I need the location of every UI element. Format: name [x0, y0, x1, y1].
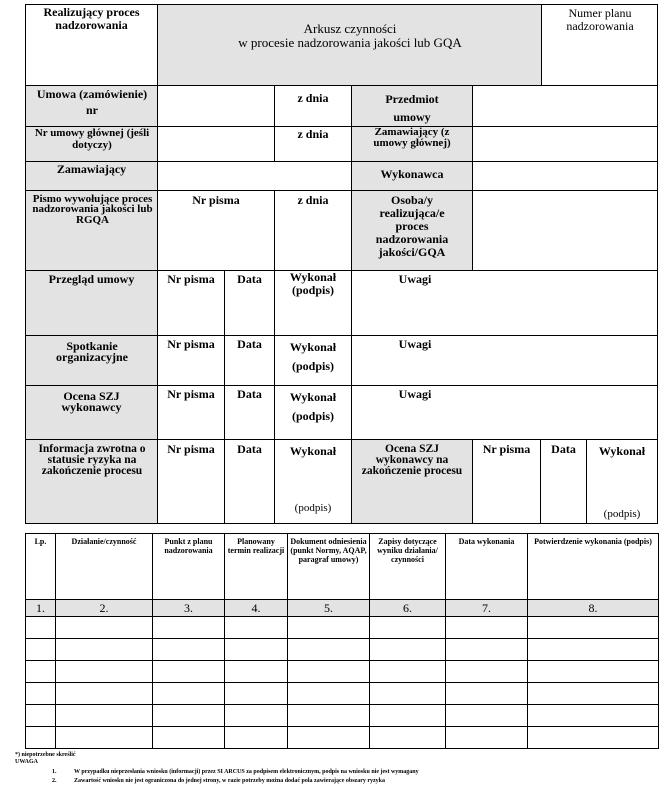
- table-cell[interactable]: [528, 617, 659, 639]
- umowa-label: Umowa (zamówienie) nr: [36, 87, 148, 117]
- col-header-lp: Lp.: [26, 534, 56, 600]
- ocena-uwagi-label: Uwagi: [398, 387, 432, 401]
- nr-umowy-glownej-field[interactable]: [157, 126, 275, 162]
- pismo-nr-label: Nr pisma: [192, 193, 240, 207]
- table-cell[interactable]: [153, 727, 225, 749]
- table-cell[interactable]: [56, 727, 153, 749]
- table-cell[interactable]: [153, 661, 225, 683]
- zamawiajacy-field[interactable]: [157, 161, 352, 191]
- col-header-punkt: Punkt z planu nadzorowania: [153, 534, 225, 600]
- table-row[interactable]: [26, 705, 659, 727]
- table-cell[interactable]: [225, 639, 288, 661]
- table-row[interactable]: [26, 683, 659, 705]
- zamawiajacy-label: Zamawiający: [56, 162, 127, 176]
- spotkanie-nr-label: Nr pisma: [167, 337, 215, 351]
- realizujacy-label: Realizujący proces nadzorowania: [43, 5, 140, 32]
- table-cell[interactable]: [225, 727, 288, 749]
- table-cell[interactable]: [528, 683, 659, 705]
- przeglad-nr-label: Nr pisma: [167, 272, 215, 286]
- ocena-zak-wykonal-label: Wykonał: [598, 444, 646, 458]
- table-cell[interactable]: [153, 705, 225, 727]
- note-text: Zawartość wniosku nie jest ograniczona do jednej strony, w razie potrzeby można dodać pola zawierające obszary ryzyka: [74, 778, 386, 784]
- table-cell[interactable]: [225, 683, 288, 705]
- table-cell[interactable]: [446, 683, 528, 705]
- ocena-zak-podpis-label: (podpis): [603, 508, 641, 520]
- table-cell[interactable]: [225, 705, 288, 727]
- form-title-line1: Arkusz czynności: [303, 21, 397, 36]
- informacja-nr-label: Nr pisma: [167, 442, 215, 456]
- note-number: 1.: [52, 769, 57, 775]
- wykonawca-field[interactable]: [472, 161, 658, 191]
- przeglad-uwagi-label: Uwagi: [398, 272, 432, 286]
- table-cell[interactable]: [528, 705, 659, 727]
- przeglad-data-label: Data: [237, 272, 262, 286]
- wykonawca-label: Wykonawca: [380, 167, 444, 181]
- table-cell[interactable]: [225, 617, 288, 639]
- col-header-dokument: Dokument odniesienia (punkt Normy, AQAP, paragraf umowy): [288, 534, 370, 600]
- table-cell[interactable]: [288, 683, 370, 705]
- col-header-termin: Planowany termin realizacji: [225, 534, 288, 600]
- table-row[interactable]: [26, 639, 659, 661]
- table-cell[interactable]: [446, 639, 528, 661]
- table-cell[interactable]: [370, 727, 446, 749]
- ocena-zak-data-label: Data: [551, 442, 576, 456]
- table-cell[interactable]: [370, 683, 446, 705]
- table-cell[interactable]: [26, 639, 56, 661]
- footnote: *) niepotrzebne skreślić: [15, 752, 76, 758]
- table-cell[interactable]: [446, 705, 528, 727]
- table-cell[interactable]: [528, 727, 659, 749]
- activities-table: [25, 533, 659, 749]
- table-cell[interactable]: [153, 617, 225, 639]
- table-number-row: [26, 600, 659, 617]
- table-cell[interactable]: [26, 617, 56, 639]
- col-number: 6.: [370, 600, 446, 617]
- table-cell[interactable]: [56, 639, 153, 661]
- table-cell[interactable]: [56, 705, 153, 727]
- zamawiajacy-glownej-field[interactable]: [472, 126, 658, 162]
- spotkanie-label: Spotkanie organizacyjne: [56, 339, 128, 365]
- table-cell[interactable]: [26, 683, 56, 705]
- table-row[interactable]: [26, 617, 659, 639]
- pismo-zdnia-label: z dnia: [297, 193, 329, 207]
- spotkanie-wykonal-label: Wykonał (podpis): [289, 340, 337, 374]
- col-number: 2.: [56, 600, 153, 617]
- informacja-label: Informacja zwrotna o statusie ryzyka na zakończenie procesu: [38, 443, 146, 477]
- table-row[interactable]: [26, 661, 659, 683]
- table-cell[interactable]: [153, 639, 225, 661]
- umowa-zdnia-label: z dnia: [297, 91, 329, 105]
- przeglad-label: Przegląd umowy: [48, 272, 135, 286]
- table-cell[interactable]: [26, 661, 56, 683]
- spotkanie-uwagi-label: Uwagi: [398, 337, 432, 351]
- informacja-podpis-label: (podpis): [294, 502, 332, 514]
- ocena-data-label: Data: [237, 387, 262, 401]
- table-cell[interactable]: [446, 727, 528, 749]
- ocena-szj-label: Ocena SZJ wykonawcy: [61, 389, 122, 415]
- ocena-wykonal-label: Wykonał (podpis): [289, 390, 337, 424]
- pismo-label: Pismo wywołujące proces nadzorowania jakości lub RGQA: [32, 193, 153, 226]
- note-number: 2.: [52, 778, 57, 784]
- przeglad-wykonal-label: Wykonał (podpis): [289, 270, 337, 298]
- table-cell[interactable]: [288, 705, 370, 727]
- przedmiot-label: Przedmiot umowy: [385, 92, 439, 124]
- przedmiot-field[interactable]: [472, 85, 658, 127]
- form-title: [160, 22, 540, 49]
- table-cell[interactable]: [56, 617, 153, 639]
- zamawiajacy-glownej-label: Zamawiający (z umowy głównej): [373, 126, 451, 149]
- table-cell[interactable]: [56, 683, 153, 705]
- ocena-zak-nr-label: Nr pisma: [482, 442, 531, 456]
- glowna-zdnia-label: z dnia: [297, 127, 329, 141]
- table-cell[interactable]: [288, 639, 370, 661]
- table-header-row: [26, 534, 659, 600]
- col-header-potwierdzenie: Potwierdzenie wykonania (podpis): [528, 534, 659, 600]
- table-cell[interactable]: [56, 661, 153, 683]
- table-cell[interactable]: [288, 727, 370, 749]
- osoba-label: Osoba/y realizująca/e proces nadzorowania jakości/GQA: [375, 193, 449, 259]
- umowa-nr-field[interactable]: [157, 85, 275, 127]
- col-header-data-wykonania: Data wykonania: [446, 534, 528, 600]
- table-cell[interactable]: [528, 661, 659, 683]
- table-cell[interactable]: [225, 661, 288, 683]
- informacja-data-label: Data: [237, 442, 262, 456]
- ocena-zak-label: Ocena SZJ wykonawcy na zakończenie procesu: [361, 443, 463, 477]
- table-cell[interactable]: [370, 705, 446, 727]
- uwaga-label: UWAGA: [15, 759, 39, 765]
- numer-planu-label: Numer planu nadzorowania: [566, 6, 634, 33]
- table-cell[interactable]: [528, 639, 659, 661]
- table-cell[interactable]: [446, 617, 528, 639]
- col-number: 4.: [225, 600, 288, 617]
- table-cell[interactable]: [370, 661, 446, 683]
- col-number: 1.: [26, 600, 56, 617]
- col-number: 8.: [528, 600, 659, 617]
- nr-umowy-glownej-label: Nr umowy głównej (jeśli dotyczy): [34, 127, 150, 151]
- informacja-wykonal-label: Wykonał: [289, 444, 337, 458]
- ocena-nr-label: Nr pisma: [167, 387, 215, 401]
- table-cell[interactable]: [370, 617, 446, 639]
- form-title-line2: w procesie nadzorowania jakości lub GQA: [238, 34, 462, 50]
- col-number: 5.: [288, 600, 370, 617]
- table-cell[interactable]: [446, 661, 528, 683]
- table-cell[interactable]: [26, 705, 56, 727]
- table-cell[interactable]: [370, 639, 446, 661]
- table-cell[interactable]: [153, 683, 225, 705]
- spotkanie-data-label: Data: [237, 337, 262, 351]
- table-cell[interactable]: [288, 661, 370, 683]
- osoba-field[interactable]: [472, 190, 658, 271]
- col-header-dzialanie: Działanie/czynność: [56, 534, 153, 600]
- note-text: W przypadku nieprzesłania wniosku (informacji) przez SI ARCUS za podpisem elektronicznym, podpis na wniosku nie jest wymagany: [74, 769, 419, 775]
- col-number: 3.: [153, 600, 225, 617]
- col-number: 7.: [446, 600, 528, 617]
- table-cell[interactable]: [288, 617, 370, 639]
- table-cell[interactable]: [26, 727, 56, 749]
- table-row[interactable]: [26, 727, 659, 749]
- col-header-zapisy: Zapisy dotyczące wyniku działania/ czynności: [370, 534, 446, 600]
